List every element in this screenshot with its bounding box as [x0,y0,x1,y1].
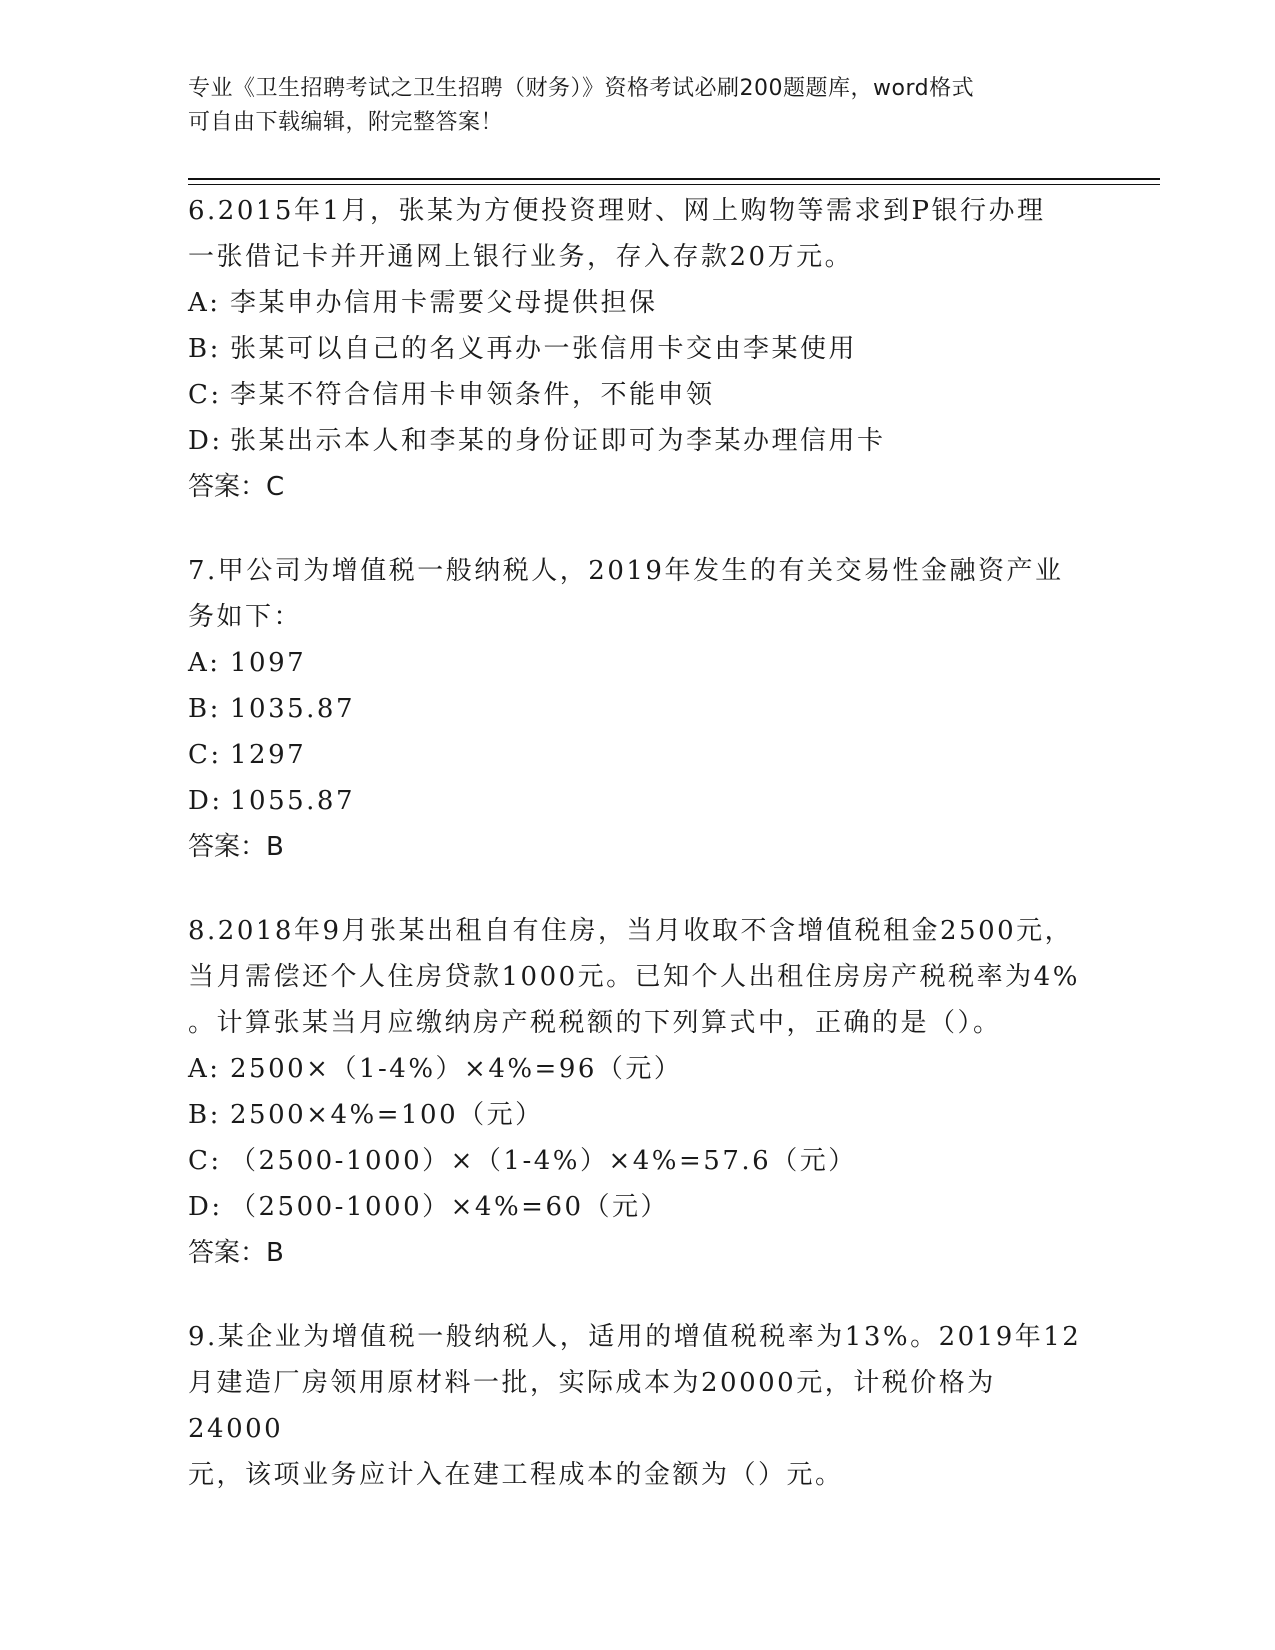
option-label: B: [188,1100,221,1130]
option-text: 1097 [230,648,307,678]
question-list [188,188,1088,1536]
question-stem-line: 7.甲公司为增值税一般纳税人，2019年发生的有关交易性金融资产业 [188,556,1064,586]
question-stem-line: 8.2018年9月张某出租自有住房，当月收取不含增值税租金2500元， [188,916,1074,946]
question-8 [188,908,1088,1276]
option-label: C: [188,380,222,410]
option-c [188,1138,1088,1184]
header-title-line-1: 专业《卫生招聘考试之卫生招聘（财务）》资格考试必刷200题题库，word格式 [188,76,975,101]
option-c [188,732,1088,778]
question-stem-line: 月建造厂房领用原材料一批，实际成本为20000元，计税价格为24000 [188,1368,996,1444]
option-b [188,1092,1088,1138]
option-d [188,1184,1088,1230]
option-label: A: [188,1054,221,1084]
option-a [188,280,1088,326]
answer-text: 答案：B [188,1238,284,1268]
question-stem-line: 元，该项业务应计入在建工程成本的金额为（）元。 [188,1460,844,1490]
option-text: 2500×4%=100（元） [230,1100,544,1130]
question-stem-line: 。计算张某当月应缴纳房产税税额的下列算式中，正确的是（）。 [188,1008,1002,1038]
option-text: 李某不符合信用卡申领条件，不能申领 [230,380,715,410]
option-d [188,418,1088,464]
option-label: B: [188,334,221,364]
option-text: （2500-1000）×4%=60（元） [230,1192,670,1222]
document-header [188,72,1088,140]
option-text: 李某申办信用卡需要父母提供担保 [230,288,658,318]
option-label: B: [188,694,221,724]
option-text: 张某出示本人和李某的身份证即可为李某办理信用卡 [230,426,886,456]
option-a [188,1046,1088,1092]
option-label: D: [188,1192,223,1222]
question-9 [188,1314,1088,1498]
question-stem-line: 6.2015年1月，张某为方便投资理财、网上购物等需求到P银行办理 [188,196,1046,226]
option-b [188,686,1088,732]
option-label: C: [188,1146,222,1176]
question-stem-line: 一张借记卡并开通网上银行业务，存入存款20万元。 [188,242,854,272]
option-text: 1055.87 [230,786,356,816]
answer-text: 答案：C [188,472,285,502]
option-a [188,640,1088,686]
option-label: D: [188,426,223,456]
header-divider-thin [188,184,1160,185]
option-text: 1035.87 [230,694,356,724]
option-label: A: [188,288,221,318]
question-6 [188,188,1088,510]
question-7 [188,548,1088,870]
option-text: 1297 [230,740,307,770]
option-c [188,372,1088,418]
option-text: 2500×（1-4%）×4%=96（元） [230,1054,683,1084]
option-text: 张某可以自己的名义再办一张信用卡交由李某使用 [230,334,858,364]
option-label: D: [188,786,223,816]
option-d [188,778,1088,824]
option-label: A: [188,648,221,678]
header-title-line-2: 可自由下载编辑，附完整答案！ [188,110,504,135]
option-b [188,326,1088,372]
answer-text: 答案：B [188,832,284,862]
header-divider-thick [188,178,1160,180]
question-stem-line: 9.某企业为增值税一般纳税人，适用的增值税税率为13%。2019年12 [188,1322,1082,1352]
question-stem-line: 当月需偿还个人住房贷款1000元。已知个人出租住房房产税税率为4% [188,962,1080,992]
option-text: （2500-1000）×（1-4%）×4%=57.6（元） [230,1146,857,1176]
question-stem-line: 务如下： [188,602,303,632]
option-label: C: [188,740,222,770]
